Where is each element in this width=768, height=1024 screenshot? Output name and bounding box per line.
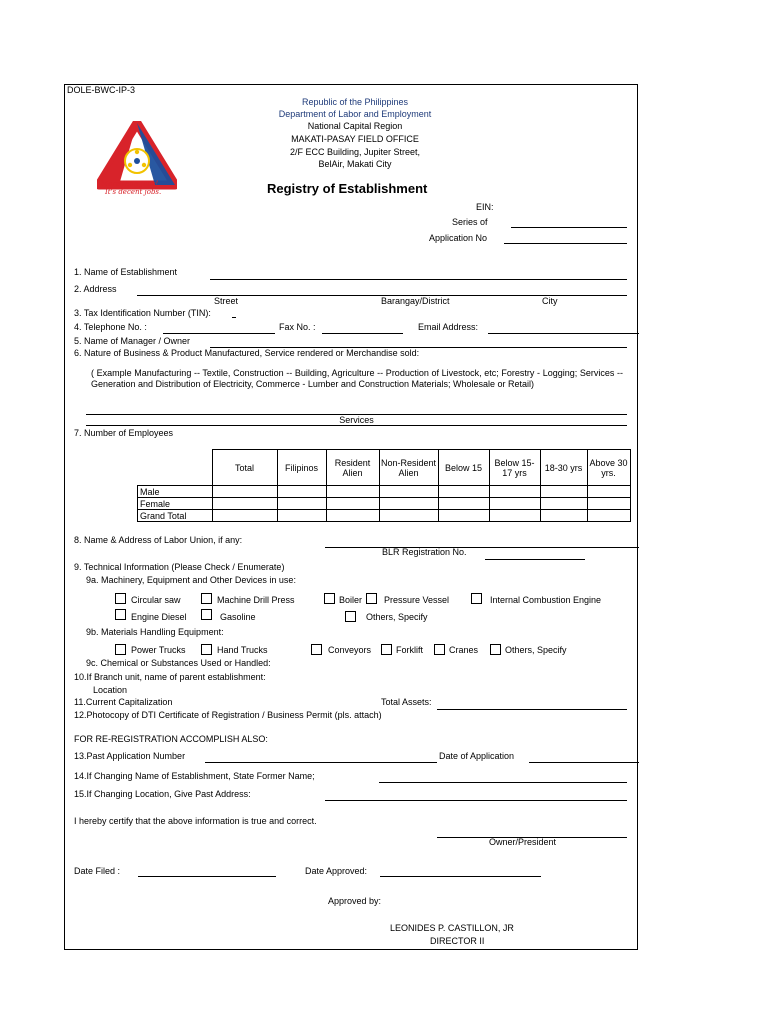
table-cell[interactable] [489, 498, 540, 510]
blr-field[interactable] [485, 559, 585, 560]
series-label: Series of [452, 217, 488, 227]
services-label: Services [339, 415, 374, 425]
item-2-label: 2. Address [74, 284, 117, 294]
table-cell[interactable] [489, 486, 540, 498]
date-approved-field[interactable] [380, 876, 541, 877]
checkbox-circular-saw[interactable] [115, 593, 126, 604]
director-name: LEONIDES P. CASTILLON, JR [390, 923, 514, 933]
dole-logo [97, 121, 177, 201]
checkbox-others-handling[interactable] [490, 644, 501, 655]
email-field[interactable] [488, 333, 639, 334]
table-cell[interactable] [212, 510, 277, 522]
table-cell[interactable] [326, 510, 379, 522]
header-region: National Capital Region [307, 121, 403, 131]
owner-president-label: Owner/President [489, 837, 557, 847]
col-non-resident-alien: Non-Resident Alien [379, 450, 438, 486]
ein-label: EIN: [476, 202, 494, 212]
table-cell[interactable] [438, 486, 489, 498]
table-cell[interactable] [587, 498, 630, 510]
director-title: DIRECTOR II [430, 936, 485, 946]
checkbox-conveyors[interactable] [311, 644, 322, 655]
label-conveyors: Conveyors [328, 645, 372, 655]
barangay-label: Barangay/District [381, 296, 450, 306]
email-label: Email Address: [418, 322, 479, 332]
past-application-field[interactable] [205, 762, 437, 763]
table-row [138, 498, 631, 510]
past-address-field[interactable] [325, 800, 627, 801]
series-field[interactable] [511, 227, 627, 228]
date-application-label: Date of Application [439, 751, 515, 761]
item-9a-label: 9a. Machinery, Equipment and Other Devices in use: [86, 575, 296, 585]
col-filipinos: Filipinos [277, 450, 326, 486]
date-filed-field[interactable] [138, 876, 276, 877]
reregistration-heading: FOR RE-REGISTRATION ACCOMPLISH ALSO: [74, 734, 268, 744]
date-application-field[interactable] [529, 762, 639, 763]
item-9c-label: 9c. Chemical or Substances Used or Handled: [86, 658, 271, 668]
label-engine-diesel: Engine Diesel [131, 612, 187, 622]
col-below-15: Below 15 [438, 450, 489, 486]
label-cranes: Cranes [449, 645, 479, 655]
row-male-label: Male [138, 486, 213, 498]
item-14-label: 14.If Changing Name of Establishment, State Former Name; [74, 771, 315, 781]
item-15-label: 15.If Changing Location, Give Past Address: [74, 789, 251, 799]
label-internal-combustion: Internal Combustion Engine [490, 595, 602, 605]
checkbox-engine-diesel[interactable] [115, 609, 126, 620]
application-no-label: Application No [429, 233, 488, 243]
city-label: City [542, 296, 558, 306]
col-below-15-17: Below 15-17 yrs [489, 450, 540, 486]
table-cell[interactable] [438, 498, 489, 510]
application-no-field[interactable] [504, 243, 627, 244]
checkbox-boiler[interactable] [324, 593, 335, 604]
table-cell[interactable] [212, 486, 277, 498]
total-assets-label: Total Assets: [381, 697, 432, 707]
certify-statement: I hereby certify that the above information is true and correct. [74, 816, 317, 826]
table-cell[interactable] [379, 486, 438, 498]
label-drill-press: Machine Drill Press [217, 595, 295, 605]
item-6-example: ( Example Manufacturing -- Textile, Construction -- Building, Agriculture -- Production of Livestock, etc; Forestry - Logging; Services -- Generation and Distribution of Electricity, Commerce - Lumber and Construction Materials; Wholesale or Retail) [91, 368, 623, 389]
col-above-30: Above 30 yrs. [587, 450, 630, 486]
checkbox-internal-combustion[interactable] [471, 593, 482, 604]
table-cell[interactable] [540, 510, 587, 522]
table-cell[interactable] [277, 510, 326, 522]
item-9-label: 9. Technical Information (Please Check / Enumerate) [74, 562, 285, 572]
label-boiler: Boiler [339, 595, 363, 605]
item-6-label: 6. Nature of Business & Product Manufactured, Service rendered or Merchandise sold: [74, 348, 420, 358]
label-pressure-vessel: Pressure Vessel [384, 595, 450, 605]
table-cell[interactable] [587, 510, 630, 522]
logo-tagline-2: It's decent jobs. [105, 188, 162, 196]
table-cell[interactable] [489, 510, 540, 522]
header-department: Department of Labor and Employment [278, 109, 432, 119]
item-11-label: 11.Current Capitalization [74, 697, 173, 707]
checkbox-power-trucks[interactable] [115, 644, 126, 655]
telephone-field[interactable] [163, 333, 275, 334]
table-cell[interactable] [212, 498, 277, 510]
label-forklift: Forklift [396, 645, 423, 655]
establishment-name-field[interactable] [210, 279, 627, 280]
checkbox-cranes[interactable] [434, 644, 445, 655]
checkbox-gasoline[interactable] [201, 609, 212, 620]
table-row [138, 486, 631, 498]
location-label: Location [93, 685, 128, 695]
date-filed-label: Date Filed : [74, 866, 121, 876]
form-title: Registry of Establishment [267, 181, 428, 196]
item-8-label: 8. Name & Address of Labor Union, if any: [74, 535, 243, 545]
employees-table [137, 449, 631, 522]
checkbox-hand-trucks[interactable] [201, 644, 212, 655]
item-4-label: 4. Telephone No. : [74, 322, 147, 332]
table-cell[interactable] [326, 498, 379, 510]
col-resident-alien: Resident Alien [326, 450, 379, 486]
item-1-label: 1. Name of Establishment [74, 267, 178, 277]
item-13-label: 13.Past Application Number [74, 751, 186, 761]
labor-union-field[interactable] [325, 547, 639, 548]
fax-label: Fax No. : [279, 322, 316, 332]
street-label: Street [214, 296, 239, 306]
date-approved-label: Date Approved: [305, 866, 368, 876]
label-gasoline: Gasoline [220, 612, 256, 622]
table-cell[interactable] [326, 486, 379, 498]
label-power-trucks: Power Trucks [131, 645, 186, 655]
label-hand-trucks: Hand Trucks [217, 645, 268, 655]
col-total: Total [212, 450, 277, 486]
registry-form [64, 84, 638, 950]
row-female-label: Female [138, 498, 213, 510]
employees-header-row [138, 450, 631, 486]
services-field[interactable] [86, 425, 627, 426]
col-18-30: 18-30 yrs [540, 450, 587, 486]
checkbox-others-machinery[interactable] [345, 611, 356, 622]
item-5-label: 5. Name of Manager / Owner [74, 336, 191, 346]
table-row [138, 510, 631, 522]
header-office: MAKATI-PASAY FIELD OFFICE [291, 134, 419, 144]
header-address-2: BelAir, Makati City [318, 159, 392, 169]
table-cell[interactable] [379, 510, 438, 522]
item-3-label: 3. Tax Identification Number (TIN): [74, 308, 211, 318]
table-cell[interactable] [277, 498, 326, 510]
logo-tagline-1: More than Jobs! [101, 180, 159, 188]
table-cell[interactable] [587, 486, 630, 498]
item-9b-label: 9b. Materials Handling Equipment: [86, 627, 224, 637]
header-address-1: 2/F ECC Building, Jupiter Street, [289, 147, 421, 157]
table-cell[interactable] [277, 486, 326, 498]
fax-field[interactable] [322, 333, 403, 334]
table-cell[interactable] [540, 498, 587, 510]
checkbox-drill-press[interactable] [201, 593, 212, 604]
item-10-label: 10.If Branch unit, name of parent establishment: [74, 672, 266, 682]
table-cell[interactable] [438, 510, 489, 522]
header-republic: Republic of the Philippines [301, 97, 409, 107]
label-others-machinery: Others, Specify [366, 612, 428, 622]
checkbox-forklift[interactable] [381, 644, 392, 655]
tin-field[interactable] [232, 317, 236, 318]
total-assets-field[interactable] [437, 709, 627, 710]
checkbox-pressure-vessel[interactable] [366, 593, 377, 604]
table-cell[interactable] [379, 498, 438, 510]
blr-label: BLR Registration No. [382, 547, 467, 557]
form-code: DOLE-BWC-IP-3 [67, 85, 136, 95]
former-name-field[interactable] [379, 782, 627, 783]
approved-by-label: Approved by: [328, 896, 382, 906]
item-12-label: 12.Photocopy of DTI Certificate of Registration / Business Permit (pls. attach) [74, 710, 382, 720]
row-grand-total-label: Grand Total [138, 510, 213, 522]
item-7-label: 7. Number of Employees [74, 428, 174, 438]
label-circular-saw: Circular saw [131, 595, 181, 605]
table-cell[interactable] [540, 486, 587, 498]
label-others-handling: Others, Specify [505, 645, 567, 655]
